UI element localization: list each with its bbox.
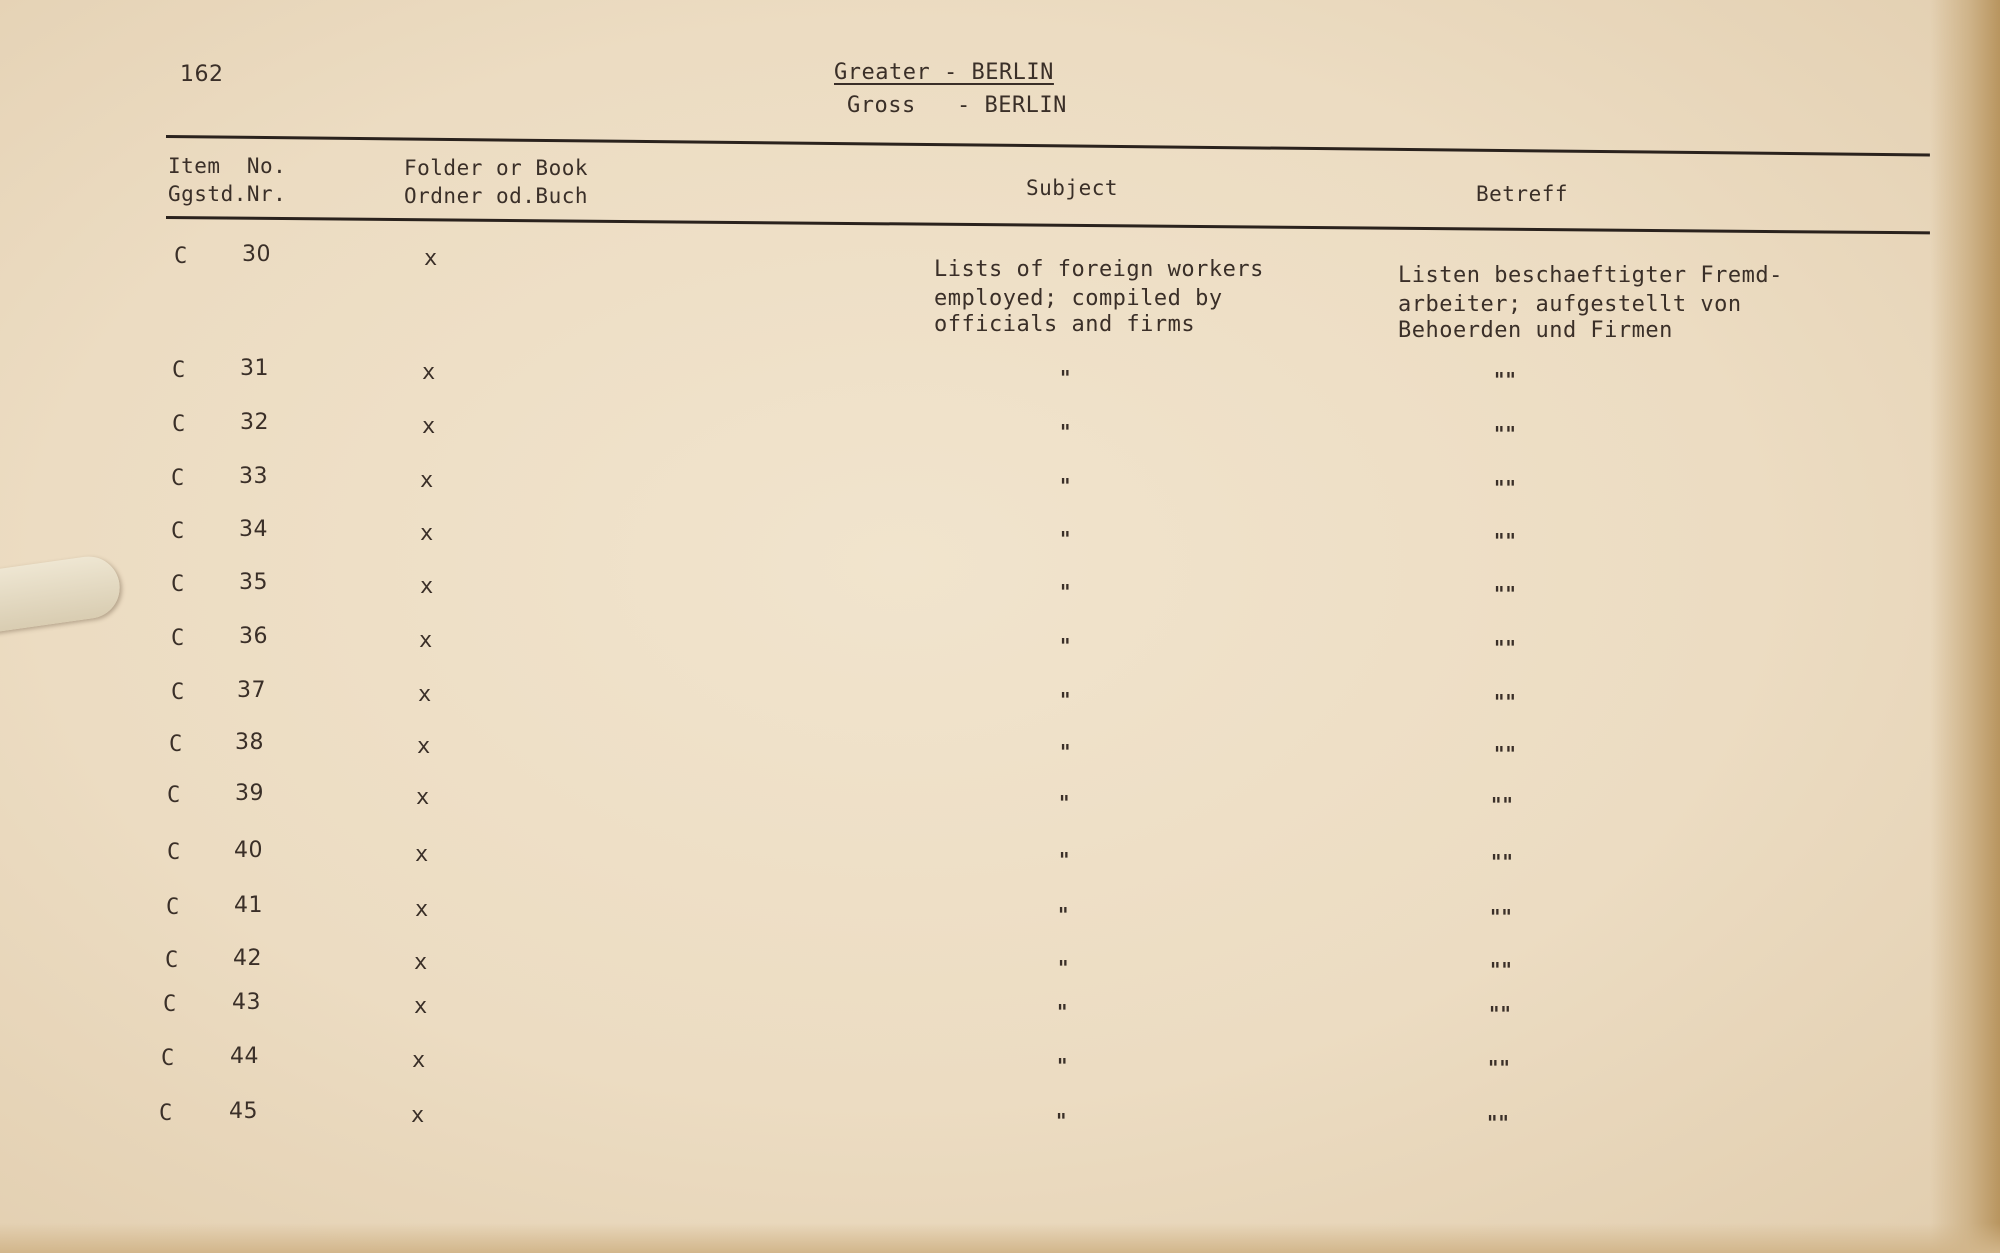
item-prefix: C <box>167 783 181 808</box>
item-number: 37 <box>237 678 266 703</box>
item-prefix: C <box>165 948 179 973</box>
folder-mark: x <box>418 682 432 707</box>
subject-ditto: " <box>1060 740 1072 764</box>
betreff-ditto: "" <box>1490 905 1513 929</box>
betreff-ditto: "" <box>1494 422 1517 446</box>
item-number: 30 <box>242 242 271 267</box>
folder-mark: x <box>420 468 434 493</box>
subject-ditto: " <box>1060 634 1072 658</box>
item-number: 36 <box>239 624 268 649</box>
header-bottom-rule <box>166 216 1930 234</box>
subject-ditto: " <box>1060 420 1072 444</box>
item-prefix: C <box>159 1101 173 1126</box>
page-number: 162 <box>180 62 224 87</box>
item-prefix: C <box>163 992 177 1017</box>
subject-ditto: " <box>1060 474 1072 498</box>
subject-ditto: " <box>1060 527 1072 551</box>
item-number: 43 <box>232 990 261 1015</box>
header-subject: Subject <box>1026 176 1119 200</box>
first-entry-betreff-line: Behoerden und Firmen <box>1398 318 1673 343</box>
item-prefix: C <box>171 466 185 491</box>
betreff-ditto: "" <box>1487 1111 1510 1135</box>
subject-ditto: " <box>1059 848 1071 872</box>
index-tab <box>0 553 124 634</box>
item-prefix: C <box>169 732 183 757</box>
item-prefix: C <box>174 244 188 269</box>
item-number: 42 <box>233 946 262 971</box>
betreff-ditto: "" <box>1491 850 1514 874</box>
subject-ditto: " <box>1057 1054 1069 1078</box>
page-edge-shadow <box>1930 0 2000 1253</box>
subject-ditto: " <box>1060 688 1072 712</box>
item-prefix: C <box>161 1046 175 1071</box>
folder-mark: x <box>411 1103 425 1128</box>
betreff-ditto: "" <box>1488 1056 1511 1080</box>
folder-mark: x <box>420 521 434 546</box>
first-entry-subject-line: Lists of foreign workers <box>934 257 1264 282</box>
item-number: 40 <box>234 838 263 863</box>
item-prefix: C <box>172 412 186 437</box>
item-prefix: C <box>172 358 186 383</box>
first-entry-betreff-line: Listen beschaeftigter Fremd- <box>1398 263 1783 288</box>
item-number: 38 <box>235 730 264 755</box>
first-entry-subject-line: officials and firms <box>934 312 1196 337</box>
item-prefix: C <box>171 572 185 597</box>
item-prefix: C <box>171 680 185 705</box>
title-english: Greater - BERLIN <box>834 60 1054 85</box>
betreff-ditto: "" <box>1494 690 1517 714</box>
first-entry-betreff-line: arbeiter; aufgestellt von <box>1398 292 1742 317</box>
folder-mark: x <box>422 414 436 439</box>
folder-mark: x <box>419 628 433 653</box>
folder-mark: x <box>414 950 428 975</box>
subject-ditto: " <box>1060 580 1072 604</box>
title-german: Gross - BERLIN <box>847 93 1067 118</box>
subject-ditto: " <box>1059 791 1071 815</box>
folder-mark: x <box>424 246 438 271</box>
item-prefix: C <box>171 519 185 544</box>
folder-mark: x <box>415 842 429 867</box>
header-item-en: Item No. <box>168 154 287 178</box>
subject-ditto: " <box>1057 1000 1069 1024</box>
betreff-ditto: "" <box>1489 1002 1512 1026</box>
item-prefix: C <box>167 840 181 865</box>
item-number: 39 <box>235 781 264 806</box>
subject-ditto: " <box>1058 903 1070 927</box>
folder-mark: x <box>414 994 428 1019</box>
item-number: 45 <box>229 1099 258 1124</box>
item-number: 41 <box>234 893 263 918</box>
item-number: 35 <box>239 570 268 595</box>
folder-mark: x <box>422 360 436 385</box>
folder-mark: x <box>415 897 429 922</box>
folder-mark: x <box>416 785 430 810</box>
item-number: 31 <box>240 356 269 381</box>
betreff-ditto: "" <box>1494 636 1517 660</box>
item-prefix: C <box>166 895 180 920</box>
folder-mark: x <box>412 1048 426 1073</box>
subject-ditto: " <box>1060 366 1072 390</box>
betreff-ditto: "" <box>1494 368 1517 392</box>
subject-ditto: " <box>1058 956 1070 980</box>
item-number: 34 <box>239 517 268 542</box>
header-folder-de: Ordner od.Buch <box>404 184 589 208</box>
betreff-ditto: "" <box>1490 958 1513 982</box>
folder-mark: x <box>417 734 431 759</box>
item-number: 32 <box>240 410 269 435</box>
betreff-ditto: "" <box>1491 793 1514 817</box>
first-entry-subject-line: employed; compiled by <box>934 286 1223 311</box>
betreff-ditto: "" <box>1494 742 1517 766</box>
header-item-de: Ggstd.Nr. <box>168 182 287 206</box>
item-number: 44 <box>230 1044 259 1069</box>
subject-ditto: " <box>1056 1109 1068 1133</box>
page-bottom-shadow <box>0 1223 2000 1253</box>
header-folder-en: Folder or Book <box>404 156 589 180</box>
folder-mark: x <box>420 574 434 599</box>
header-betreff: Betreff <box>1476 182 1569 206</box>
item-prefix: C <box>171 626 185 651</box>
betreff-ditto: "" <box>1494 582 1517 606</box>
betreff-ditto: "" <box>1494 476 1517 500</box>
item-number: 33 <box>239 464 268 489</box>
betreff-ditto: "" <box>1494 529 1517 553</box>
